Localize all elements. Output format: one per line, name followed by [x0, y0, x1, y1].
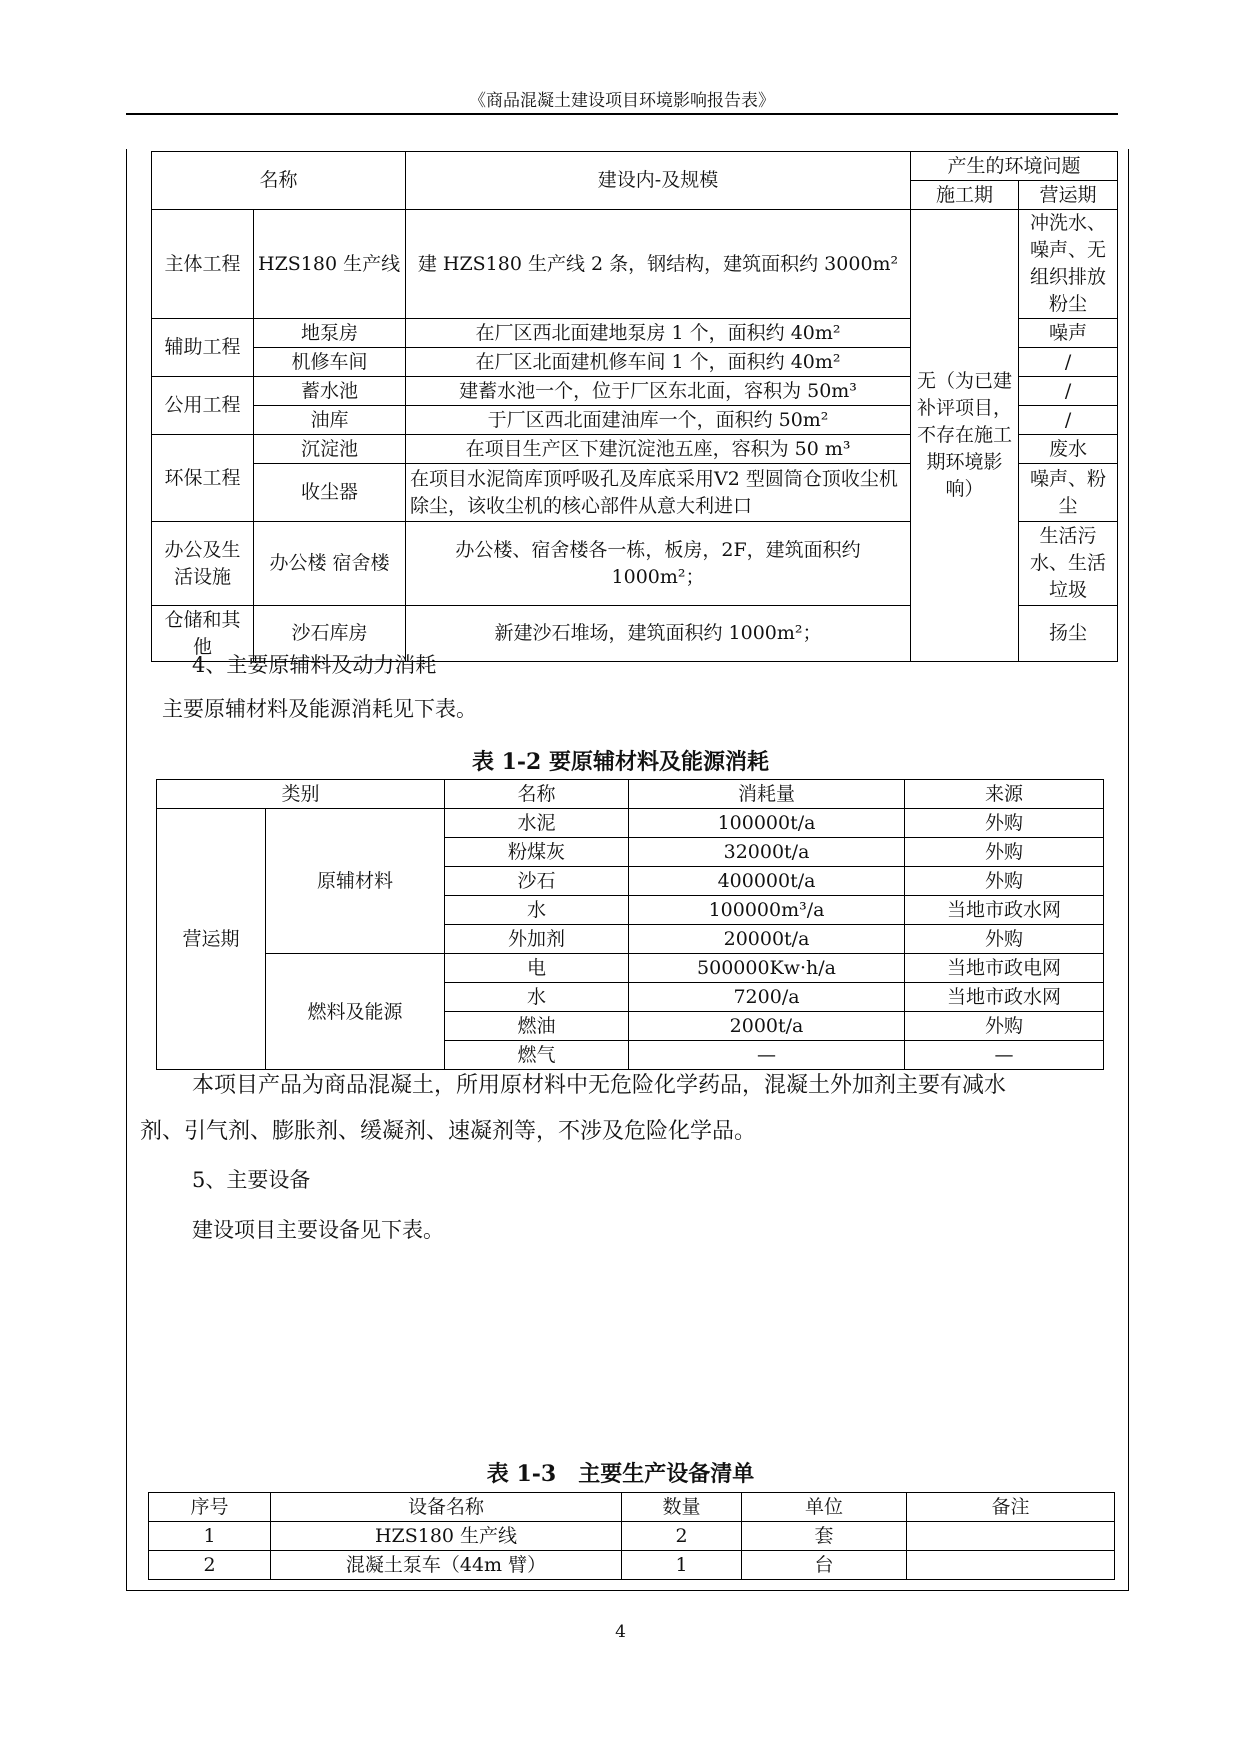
- t1-item-name: 收尘器: [254, 464, 406, 522]
- t2-cell-name: 燃气: [445, 1041, 629, 1070]
- t1-item-operation: 冲洗水、噪声、无组织排放粉尘: [1019, 210, 1118, 319]
- t1-item-name: HZS180 生产线: [254, 210, 406, 319]
- section-5-text: 建设项目主要设备见下表。: [192, 1218, 444, 1242]
- section-5-heading: 5、主要设备: [192, 1168, 311, 1192]
- t3-cell-unit: 台: [742, 1551, 907, 1580]
- t2-cell-name: 燃油: [445, 1012, 629, 1041]
- t1-header-construction: 施工期: [911, 181, 1019, 210]
- t2-cell-source: —: [905, 1041, 1104, 1070]
- t2-header-name: 名称: [445, 780, 629, 809]
- t1-item-name: 机修车间: [254, 348, 406, 377]
- t1-item-content: 建 HZS180 生产线 2 条，钢结构，建筑面积约 3000m²: [406, 210, 911, 319]
- t2-cell-amount: —: [629, 1041, 905, 1070]
- materials-table: [156, 779, 1104, 1070]
- t3-cell-no: 2: [149, 1551, 271, 1580]
- t2-header-source: 来源: [905, 780, 1104, 809]
- t2-cell-amount: 7200/a: [629, 983, 905, 1012]
- t2-cell-source: 外购: [905, 867, 1104, 896]
- t3-cell-no: 1: [149, 1522, 271, 1551]
- t2-header-category: 类别: [157, 780, 445, 809]
- t3-cell-qty: 1: [622, 1551, 742, 1580]
- t1-item-operation: /: [1019, 406, 1118, 435]
- t2-cell-source: 外购: [905, 925, 1104, 954]
- t1-item-name: 蓄水池: [254, 377, 406, 406]
- t3-cell-qty: 2: [622, 1522, 742, 1551]
- t1-category: 辅助工程: [152, 319, 254, 377]
- t1-item-operation: 噪声: [1019, 319, 1118, 348]
- t2-cell-source: 当地市政电网: [905, 954, 1104, 983]
- construction-table: [151, 151, 1118, 662]
- t3-header-note: 备注: [907, 1493, 1115, 1522]
- t3-header-equipment: 设备名称: [271, 1493, 622, 1522]
- t1-item-name: 沉淀池: [254, 435, 406, 464]
- t1-item-content: 办公楼、宿舍楼各一栋，板房，2F，建筑面积约 1000m²；: [406, 522, 911, 606]
- t1-item-operation: /: [1019, 377, 1118, 406]
- t1-category: 环保工程: [152, 435, 254, 522]
- section-4-heading: 4、主要原辅料及动力消耗: [192, 653, 437, 677]
- t3-cell-note: [907, 1551, 1115, 1580]
- paragraph-line-1: 本项目产品为商品混凝土，所用原材料中无危险化学药品，混凝土外加剂主要有减水: [192, 1073, 1007, 1098]
- t1-item-operation: 生活污水、生活垃圾: [1019, 522, 1118, 606]
- t2-cell-name: 粉煤灰: [445, 838, 629, 867]
- t2-cell-name: 水泥: [445, 809, 629, 838]
- page-number: 4: [615, 1622, 626, 1642]
- t3-header-no: 序号: [149, 1493, 271, 1522]
- t1-item-operation: 扬尘: [1019, 606, 1118, 662]
- t1-header-content: 建设内-及规模: [406, 152, 911, 210]
- t2-cell-name: 水: [445, 896, 629, 925]
- document-header: 《商品混凝土建设项目环境影响报告表》: [469, 91, 775, 111]
- t2-cell-amount: 2000t/a: [629, 1012, 905, 1041]
- t1-item-content: 新建沙石堆场，建筑面积约 1000m²；: [406, 606, 911, 662]
- t1-header-name: 名称: [152, 152, 406, 210]
- t2-cell-name: 电: [445, 954, 629, 983]
- t3-header-unit: 单位: [742, 1493, 907, 1522]
- t1-item-operation: 噪声、粉尘: [1019, 464, 1118, 522]
- t3-cell-equipment: HZS180 生产线: [271, 1522, 622, 1551]
- t1-item-content: 在项目水泥筒库顶呼吸孔及库底采用V2 型圆筒仓顶收尘机除尘，该收尘机的核心部件从意大利进口: [406, 464, 911, 522]
- t2-cell-amount: 500000Kw·h/a: [629, 954, 905, 983]
- t1-item-name: 地泵房: [254, 319, 406, 348]
- t1-category: 仓储和其他: [152, 606, 254, 662]
- t1-item-content: 于厂区西北面建油库一个，面积约 50m²: [406, 406, 911, 435]
- t2-group-materials: 原辅材料: [266, 809, 445, 954]
- t2-group-energy: 燃料及能源: [266, 954, 445, 1070]
- t3-cell-unit: 套: [742, 1522, 907, 1551]
- t2-cell-source: 外购: [905, 838, 1104, 867]
- t1-category: 公用工程: [152, 377, 254, 435]
- t2-cell-amount: 32000t/a: [629, 838, 905, 867]
- t1-item-content: 建蓄水池一个，位于厂区东北面，容积为 50m³: [406, 377, 911, 406]
- t2-cell-amount: 400000t/a: [629, 867, 905, 896]
- t1-header-operation: 营运期: [1019, 181, 1118, 210]
- table-1-3-title: 表 1-3 主要生产设备清单: [486, 1461, 755, 1487]
- t1-item-content: 在项目生产区下建沉淀池五座，容积为 50 m³: [406, 435, 911, 464]
- t1-construction-note: 无（为已建补评项目，不存在施工期环境影响）: [911, 210, 1019, 662]
- t1-item-operation: 废水: [1019, 435, 1118, 464]
- paragraph-line-2: 剂、引气剂、膨胀剂、缓凝剂、速凝剂等，不涉及危险化学品。: [140, 1119, 757, 1144]
- t1-item-operation: /: [1019, 348, 1118, 377]
- t2-cell-amount: 20000t/a: [629, 925, 905, 954]
- t2-cell-name: 沙石: [445, 867, 629, 896]
- t2-cell-source: 当地市政水网: [905, 983, 1104, 1012]
- t2-cell-name: 外加剂: [445, 925, 629, 954]
- t1-header-env: 产生的环境问题: [911, 152, 1118, 181]
- table-1-2-title: 表 1-2 要原辅材料及能源消耗: [471, 749, 770, 775]
- t2-cell-source: 外购: [905, 1012, 1104, 1041]
- header-rule: [126, 113, 1118, 115]
- t2-cell-source: 当地市政水网: [905, 896, 1104, 925]
- t3-cell-equipment: 混凝土泵车（44m 臂）: [271, 1551, 622, 1580]
- t2-period: 营运期: [157, 809, 266, 1070]
- equipment-table: [148, 1492, 1115, 1580]
- t1-item-name: 办公楼 宿舍楼: [254, 522, 406, 606]
- t3-header-qty: 数量: [622, 1493, 742, 1522]
- t2-cell-amount: 100000m³/a: [629, 896, 905, 925]
- t1-item-content: 在厂区西北面建地泵房 1 个，面积约 40m²: [406, 319, 911, 348]
- t3-cell-note: [907, 1522, 1115, 1551]
- t2-cell-amount: 100000t/a: [629, 809, 905, 838]
- t1-item-content: 在厂区北面建机修车间 1 个，面积约 40m²: [406, 348, 911, 377]
- t1-category: 主体工程: [152, 210, 254, 319]
- t2-header-amount: 消耗量: [629, 780, 905, 809]
- section-4-text: 主要原辅材料及能源消耗见下表。: [162, 697, 477, 721]
- t1-item-name: 沙石库房: [254, 606, 406, 662]
- t2-cell-source: 外购: [905, 809, 1104, 838]
- t1-category: 办公及生活设施: [152, 522, 254, 606]
- t1-item-name: 油库: [254, 406, 406, 435]
- t2-cell-name: 水: [445, 983, 629, 1012]
